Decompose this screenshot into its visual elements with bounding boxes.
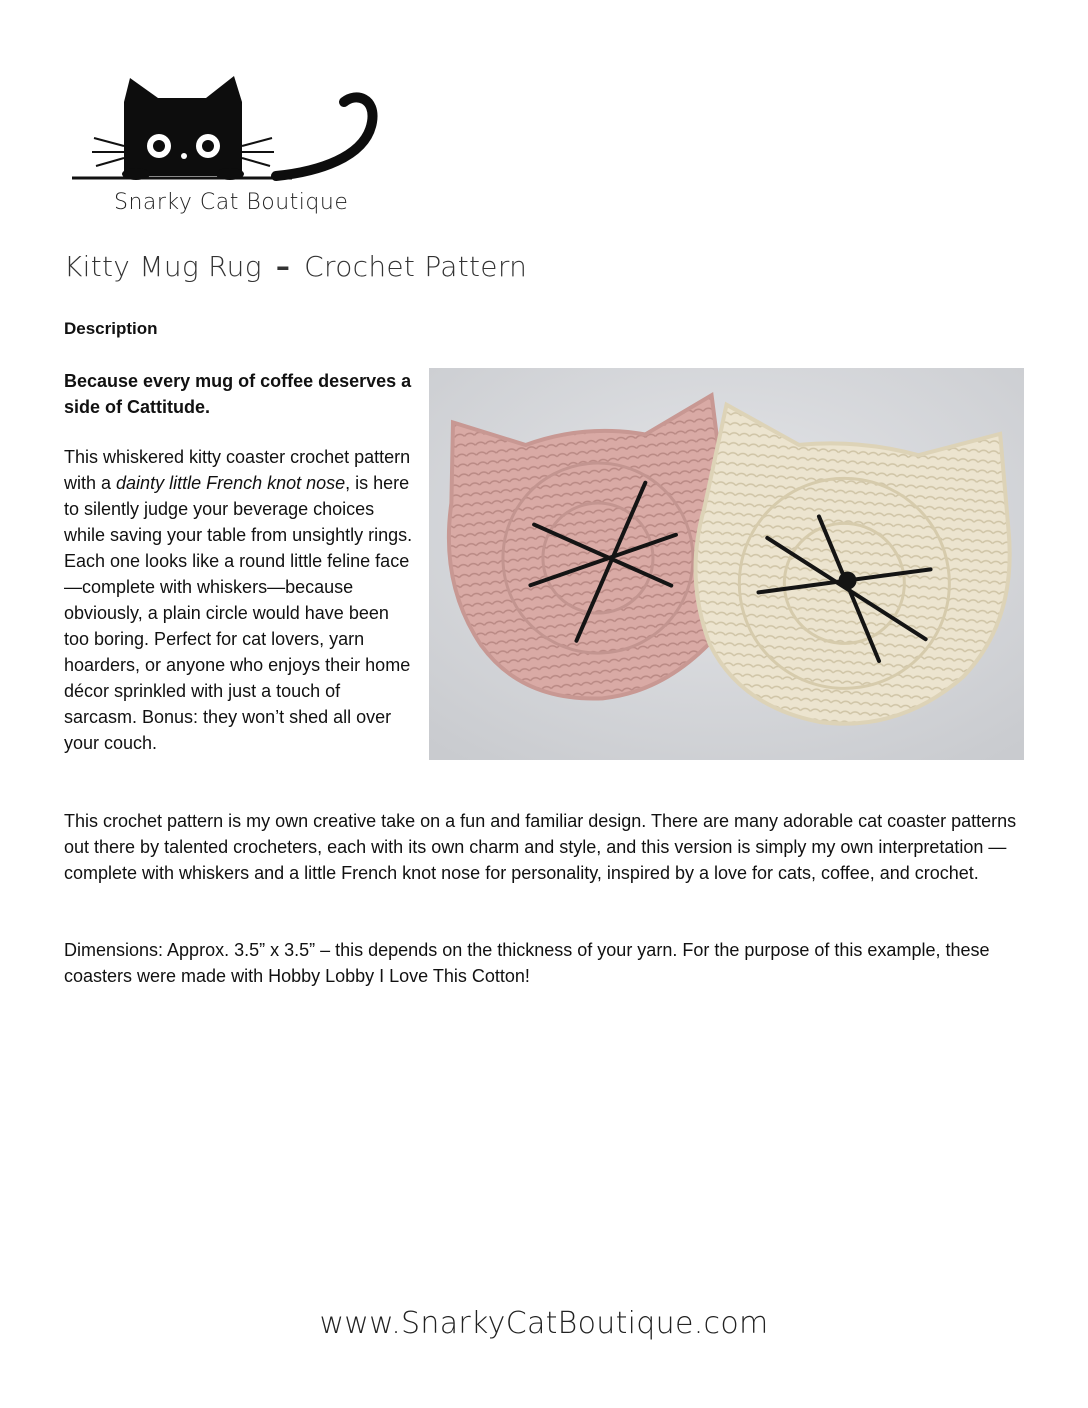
logo xyxy=(66,72,386,222)
title-main: Kitty Mug Rug xyxy=(64,250,262,283)
title-dash: – xyxy=(275,250,291,283)
paragraph-design-note: This crochet pattern is my own creative take on a fun and familiar design. There are many adorable cat coaster patterns out there by talented crocheters, each with its own charm and style, and this version is simply my own interpretation — complete with whiskers and a little French knot nose for personality, inspired by a love for cats, coffee, and crochet. xyxy=(64,811,1017,883)
description-heading: Description xyxy=(64,319,158,338)
tagline: Because every mug of coffee deserves a side of Cattitude. xyxy=(64,371,412,417)
paragraph-dimensions: Dimensions: Approx. 3.5” x 3.5” – this depends on the thickness of your yarn. For the purpose of this example, these coasters were made with Hobby Lobby I Love This Cotton! xyxy=(64,940,990,986)
title-sub: Crochet Pattern xyxy=(304,250,528,283)
cat-logo-icon xyxy=(66,72,386,192)
coasters-photo xyxy=(429,368,1024,760)
intro-text-2: , is here to silently judge your beverage choices while saving your table from unsightly rings. Each one looks like a round little feline face—complete with whiskers—because obviously, a plain circle would have been too boring. Perfect for cat lovers, yarn hoarders, or anyone who enjoys their home décor sprinkled with just a touch of sarcasm. Bonus: they won’t shed all over your couch. xyxy=(64,473,413,753)
intro-italic: dainty little French knot nose xyxy=(116,473,346,493)
logo-brand-name: Snarky Cat Boutique xyxy=(114,190,349,215)
page-title xyxy=(64,250,527,283)
intro-text-1: This whiskered kitty coaster crochet pattern with a xyxy=(64,447,411,493)
website-link[interactable]: www.SnarkyCatBoutique.com xyxy=(319,1306,769,1341)
intro-paragraph xyxy=(64,444,414,756)
